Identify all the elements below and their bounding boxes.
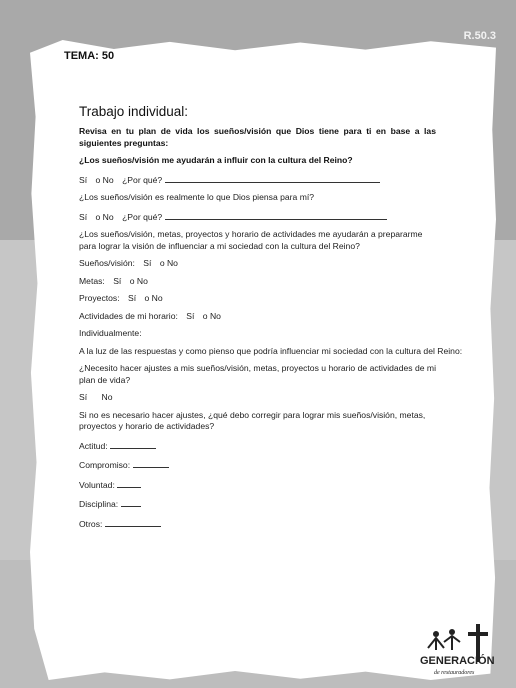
- item-suenos: [79, 258, 436, 270]
- question-1: ¿Los sueños/visión me ayudarán a influir con la cultura del Reino?: [79, 155, 353, 165]
- individualmente-label: Individualmente:: [79, 328, 142, 338]
- field-compromiso: [79, 458, 436, 472]
- answer-row-2: [79, 210, 436, 224]
- logo-text: GENERACIÓN: [420, 655, 495, 667]
- yes-option[interactable]: Sí: [143, 258, 152, 268]
- cross-horizontal: [468, 632, 488, 636]
- why-label: ¿Por qué?: [122, 174, 163, 185]
- intro-text: Revisa en tu plan de vida los sueños/visión que Dios tiene para ti en base a las siguientes preguntas:: [79, 126, 436, 148]
- no-option[interactable]: No: [101, 392, 113, 402]
- compromiso-line[interactable]: [133, 458, 169, 468]
- field-label: Compromiso:: [79, 460, 131, 470]
- answer-row-1: [79, 173, 436, 187]
- figure-body: [428, 638, 444, 650]
- actitud-line[interactable]: [110, 439, 156, 449]
- item-label: Proyectos:: [79, 293, 120, 303]
- otros-line[interactable]: [105, 517, 161, 527]
- disciplina-line[interactable]: [121, 497, 141, 507]
- logo-subtext: de restauradores: [434, 670, 475, 676]
- field-label: Disciplina:: [79, 499, 119, 509]
- item-label: Actividades de mi horario:: [79, 310, 178, 321]
- question-2: ¿Los sueños/visión es realmente lo que Dios piensa para mí?: [79, 192, 315, 202]
- yes-option[interactable]: Sí: [79, 174, 88, 185]
- item-proyectos: [79, 293, 436, 305]
- why-answer-line[interactable]: [165, 210, 387, 220]
- luz-text: A la luz de las respuestas y como pienso que podría influenciar mi sociedad con la cultura del Reino:: [79, 345, 463, 356]
- no-option[interactable]: o No: [95, 174, 114, 185]
- question-4: ¿Necesito hacer ajustes a mis sueños/visión, metas, proyectos u horario de actividades de mi plan de vida?: [79, 363, 436, 385]
- field-actitud: [79, 439, 436, 453]
- worksheet-content: [79, 104, 463, 536]
- figure-head: [449, 629, 455, 635]
- figure-head: [433, 631, 439, 637]
- question-3: ¿Los sueños/visión, metas, proyectos y horario de actividades me ayudarán a prepararme para lograr la visión de influenciar a mi sociedad con la cultura del Reino?: [79, 229, 423, 251]
- field-label: Actitud:: [79, 440, 108, 451]
- item-label: Metas:: [79, 275, 105, 286]
- yes-option[interactable]: Sí: [113, 275, 122, 286]
- figure-body: [444, 636, 460, 650]
- no-option[interactable]: o No: [95, 211, 114, 222]
- no-option[interactable]: o No: [129, 275, 148, 286]
- no-option[interactable]: o No: [159, 258, 178, 268]
- no-option[interactable]: o No: [144, 293, 163, 303]
- yes-option[interactable]: Sí: [79, 211, 88, 222]
- why-label: ¿Por qué?: [122, 211, 163, 222]
- field-voluntad: [79, 478, 436, 492]
- tema-label: TEMA: 50: [64, 50, 115, 62]
- field-label: Voluntad:: [79, 479, 115, 490]
- item-actividades: [79, 311, 436, 323]
- yes-option[interactable]: Sí: [128, 293, 137, 303]
- field-otros: [79, 517, 436, 531]
- page-code: R.50.3: [463, 30, 496, 42]
- item-metas: [79, 276, 436, 288]
- no-option[interactable]: o No: [202, 310, 221, 321]
- answer-row-4: [79, 392, 436, 404]
- why-answer-line[interactable]: [165, 173, 380, 183]
- question-5: Si no es necesario hacer ajustes, ¿qué debo corregir para lograr mis sueños/visión, metas, proyectos y horario de actividades?: [79, 409, 426, 431]
- field-disciplina: [79, 497, 436, 511]
- yes-option[interactable]: Sí: [186, 310, 195, 321]
- item-label: Sueños/visión:: [79, 258, 135, 268]
- voluntad-line[interactable]: [117, 478, 141, 488]
- generacion-logo: [418, 620, 498, 680]
- field-label: Otros:: [79, 518, 103, 529]
- yes-option[interactable]: Sí: [79, 392, 88, 402]
- page-title: Trabajo individual:: [79, 104, 189, 119]
